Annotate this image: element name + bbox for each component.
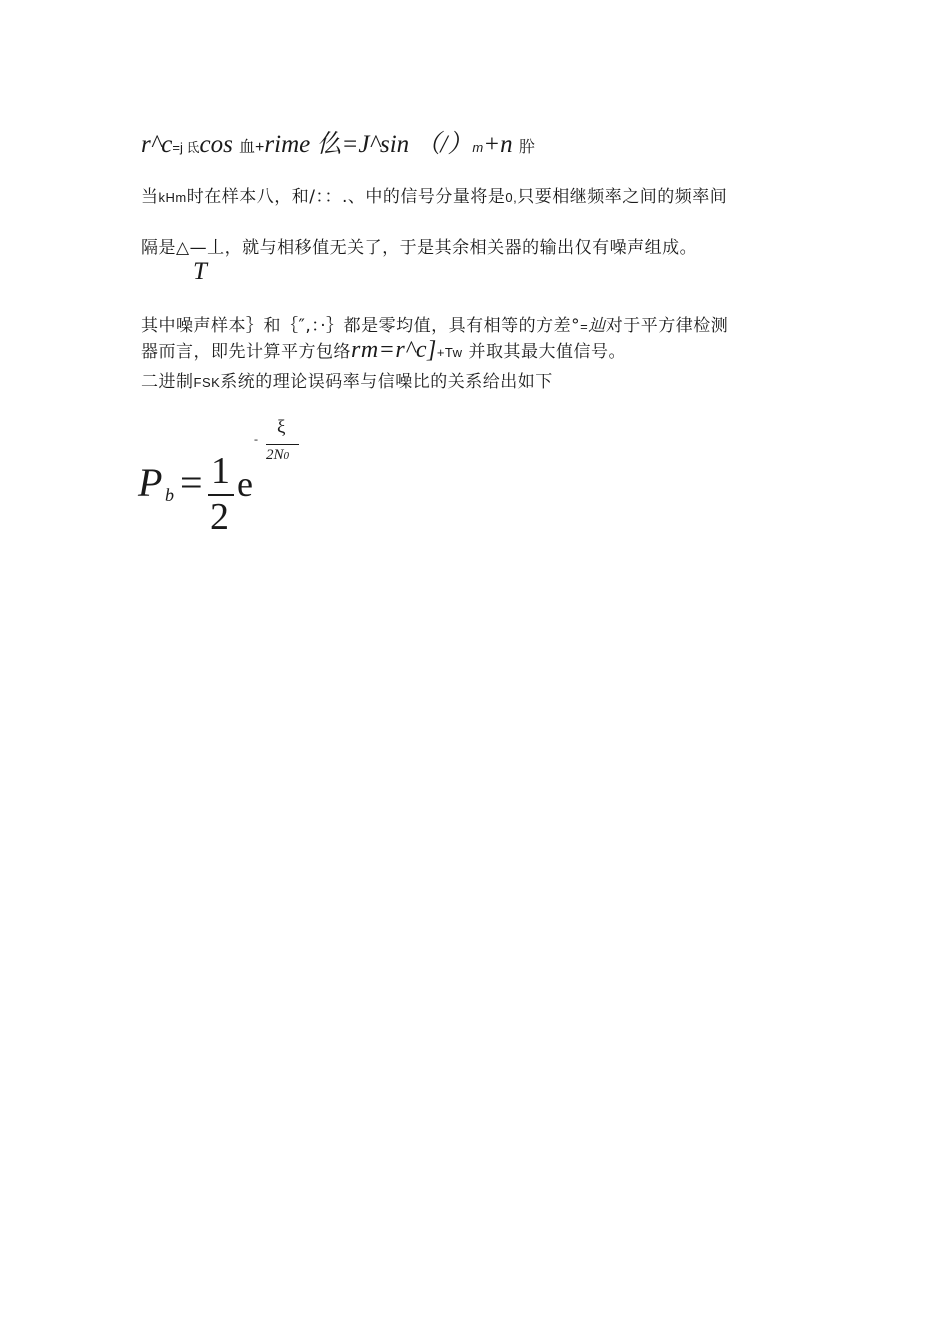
eq-term-7: m — [472, 140, 484, 155]
formula-denominator: 2 — [210, 496, 229, 538]
para2-text-c: 辿 — [588, 316, 606, 336]
para2-text-d: 对于平方律检测 — [605, 316, 729, 336]
para2-text-h: 二进制 — [141, 372, 194, 392]
para2-line3 — [141, 367, 553, 392]
para2-text-f: +Tw — [436, 345, 463, 360]
para1-text-e: 只要相继频率之间的频率间 — [517, 187, 728, 207]
eq-term-5: rime — [264, 131, 317, 158]
eq-term-9: 肸 — [518, 139, 535, 156]
eq-term-2: =j 氐 — [172, 140, 200, 155]
para1-text-a: 当 — [141, 187, 159, 207]
para2-line2 — [141, 337, 626, 364]
equation-line — [141, 124, 535, 160]
para1-text-c: 时在样本八，和/：：.、中的信号分量将是 — [186, 187, 506, 207]
formula-equals: = — [180, 460, 203, 505]
para2-text-a: 其中噪声样本｝和｛″,：·｝都是零均值，具有相等的方差° — [141, 316, 581, 336]
para1-text-d: 0, — [505, 190, 518, 205]
formula-exp-xi: ξ — [277, 417, 286, 438]
formula-exp-sub0: 0 — [283, 450, 290, 462]
formula-e: e — [237, 464, 253, 504]
para1-text-b: kHm — [158, 190, 187, 205]
para1-line1 — [141, 182, 727, 207]
formula-exp-denominator — [266, 447, 289, 464]
formula-exp-minus: - — [254, 432, 258, 446]
eq-term-3: cos — [199, 131, 240, 158]
eq-term-1: r^c — [141, 131, 173, 158]
t-symbol: T — [193, 258, 207, 285]
para2-text-e: 器而言，即先计算平方包络 — [141, 342, 351, 362]
para2-text-i: FSK — [193, 375, 221, 390]
formula-numerator: 1 — [211, 450, 230, 492]
para2-text-b: = — [580, 319, 589, 334]
para1-line2: 隔是△—丄，就与相移值无关了，于是其余相关器的输出仅有噪声组成。 — [141, 238, 698, 258]
formula-sub-b: b — [165, 485, 174, 505]
eq-term-4: 血+ — [239, 139, 265, 156]
ber-formula — [138, 415, 338, 540]
para2-inline-math: rm=r^c] — [351, 337, 437, 363]
eq-term-6: 仫=J^sin （/） — [316, 131, 473, 158]
para2-text-j: 系统的理论误码率与信噪比的关系给出如下 — [220, 372, 553, 392]
para2-text-g: 并取其最大值信号。 — [462, 342, 626, 362]
formula-exp-2n: 2N — [266, 447, 284, 463]
eq-term-8: +n — [483, 131, 519, 158]
formula-exp-bar — [266, 444, 299, 445]
para2-line1 — [141, 311, 728, 336]
formula-p: P — [138, 460, 163, 505]
